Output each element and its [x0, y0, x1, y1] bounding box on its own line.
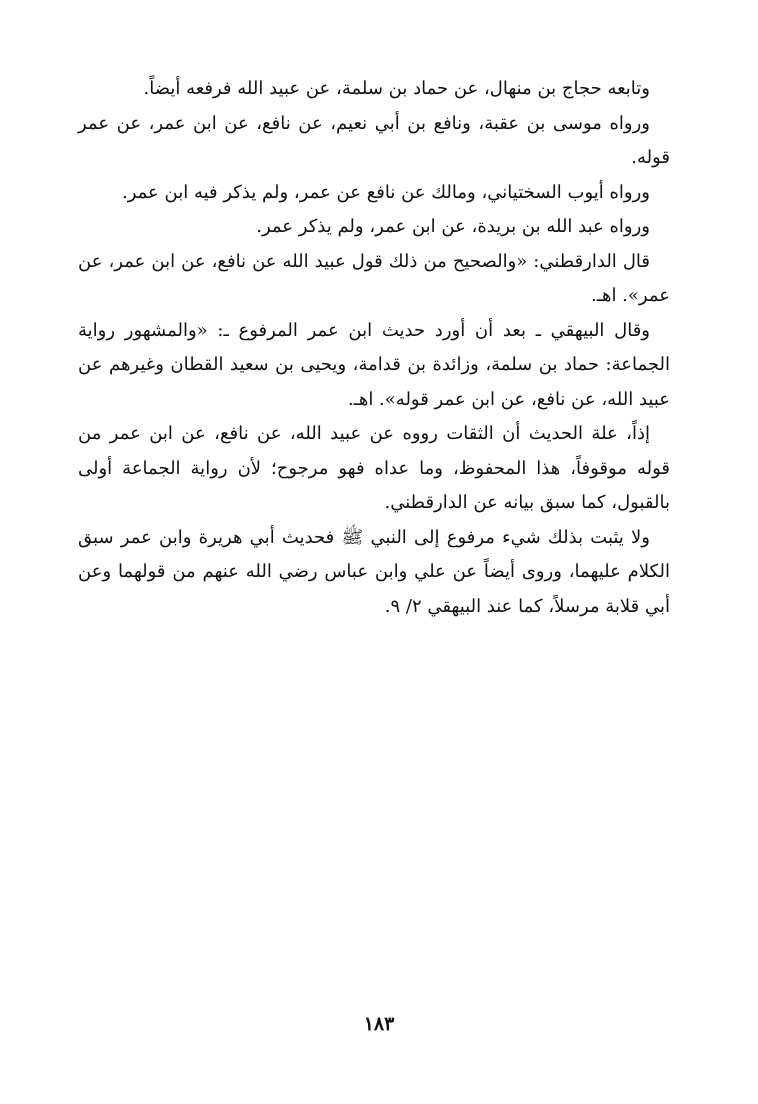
- paragraph-3-text: ورواه أيوب السختياني، ومالك عن نافع عن عمر، ولم يذكر فيه ابن عمر.: [122, 181, 650, 203]
- paragraph-4-text: ورواه عبد الله بن بريدة، عن ابن عمر، ولم يذكر عمر.: [256, 216, 650, 237]
- paragraph-3: [78, 176, 670, 211]
- page-number: ١٨٣: [363, 1013, 395, 1035]
- paragraph-7: [78, 417, 670, 521]
- paragraph-4: [78, 210, 670, 245]
- paragraph-5-text: قال الدارقطني: «والصحيح من ذلك قول عبيد الله عن نافع، عن ابن عمر، عن عمر». اهـ.: [78, 250, 670, 306]
- paragraph-1-text: وتابعه حجاج بن منهال، عن حماد بن سلمة، عن عبيد الله فرفعه أيضاً.: [143, 78, 650, 99]
- body-text: [78, 72, 670, 624]
- paragraph-8: [78, 521, 670, 625]
- paragraph-5: [78, 245, 670, 314]
- paragraph-6: [78, 314, 670, 418]
- paragraph-1: [78, 72, 670, 107]
- paragraph-6-text: وقال البيهقي ـ بعد أن أورد حديث ابن عمر المرفوع ـ: «والمشهور رواية الجماعة: حماد بن سلمة، وزائدة بن قدامة، ويحيى بن سعيد القطان وغيرهم عن عبيد الله، عن نافع، عن ابن عمر قوله». اهـ.: [78, 319, 670, 410]
- paragraph-2-text: ورواه موسى بن عقبة، ونافع بن أبي نعيم، عن نافع، عن ابن عمر، عن عمر قوله.: [78, 112, 670, 168]
- paragraph-2: [78, 107, 670, 176]
- paragraph-7-text: إذاً، علة الحديث أن الثقات رووه عن عبيد الله، عن نافع، عن ابن عمر من قوله موقوفاً، هذا المحفوظ، وما عداه فهو مرجوح؛ لأن رواية الجماعة أولى بالقبول، كما سبق بيانه عن الدارقطني.: [78, 423, 670, 513]
- paragraph-8-text: ولا يثبت بذلك شيء مرفوع إلى النبي ﷺ فحديث أبي هريرة وابن عمر سبق الكلام عليهما، وروى أيضاً عن علي وابن عباس رضي الله عنهم من قولهما وعن أبي قلابة مرسلاً، كما عند البيهقي ٢/ ٩.: [78, 526, 670, 617]
